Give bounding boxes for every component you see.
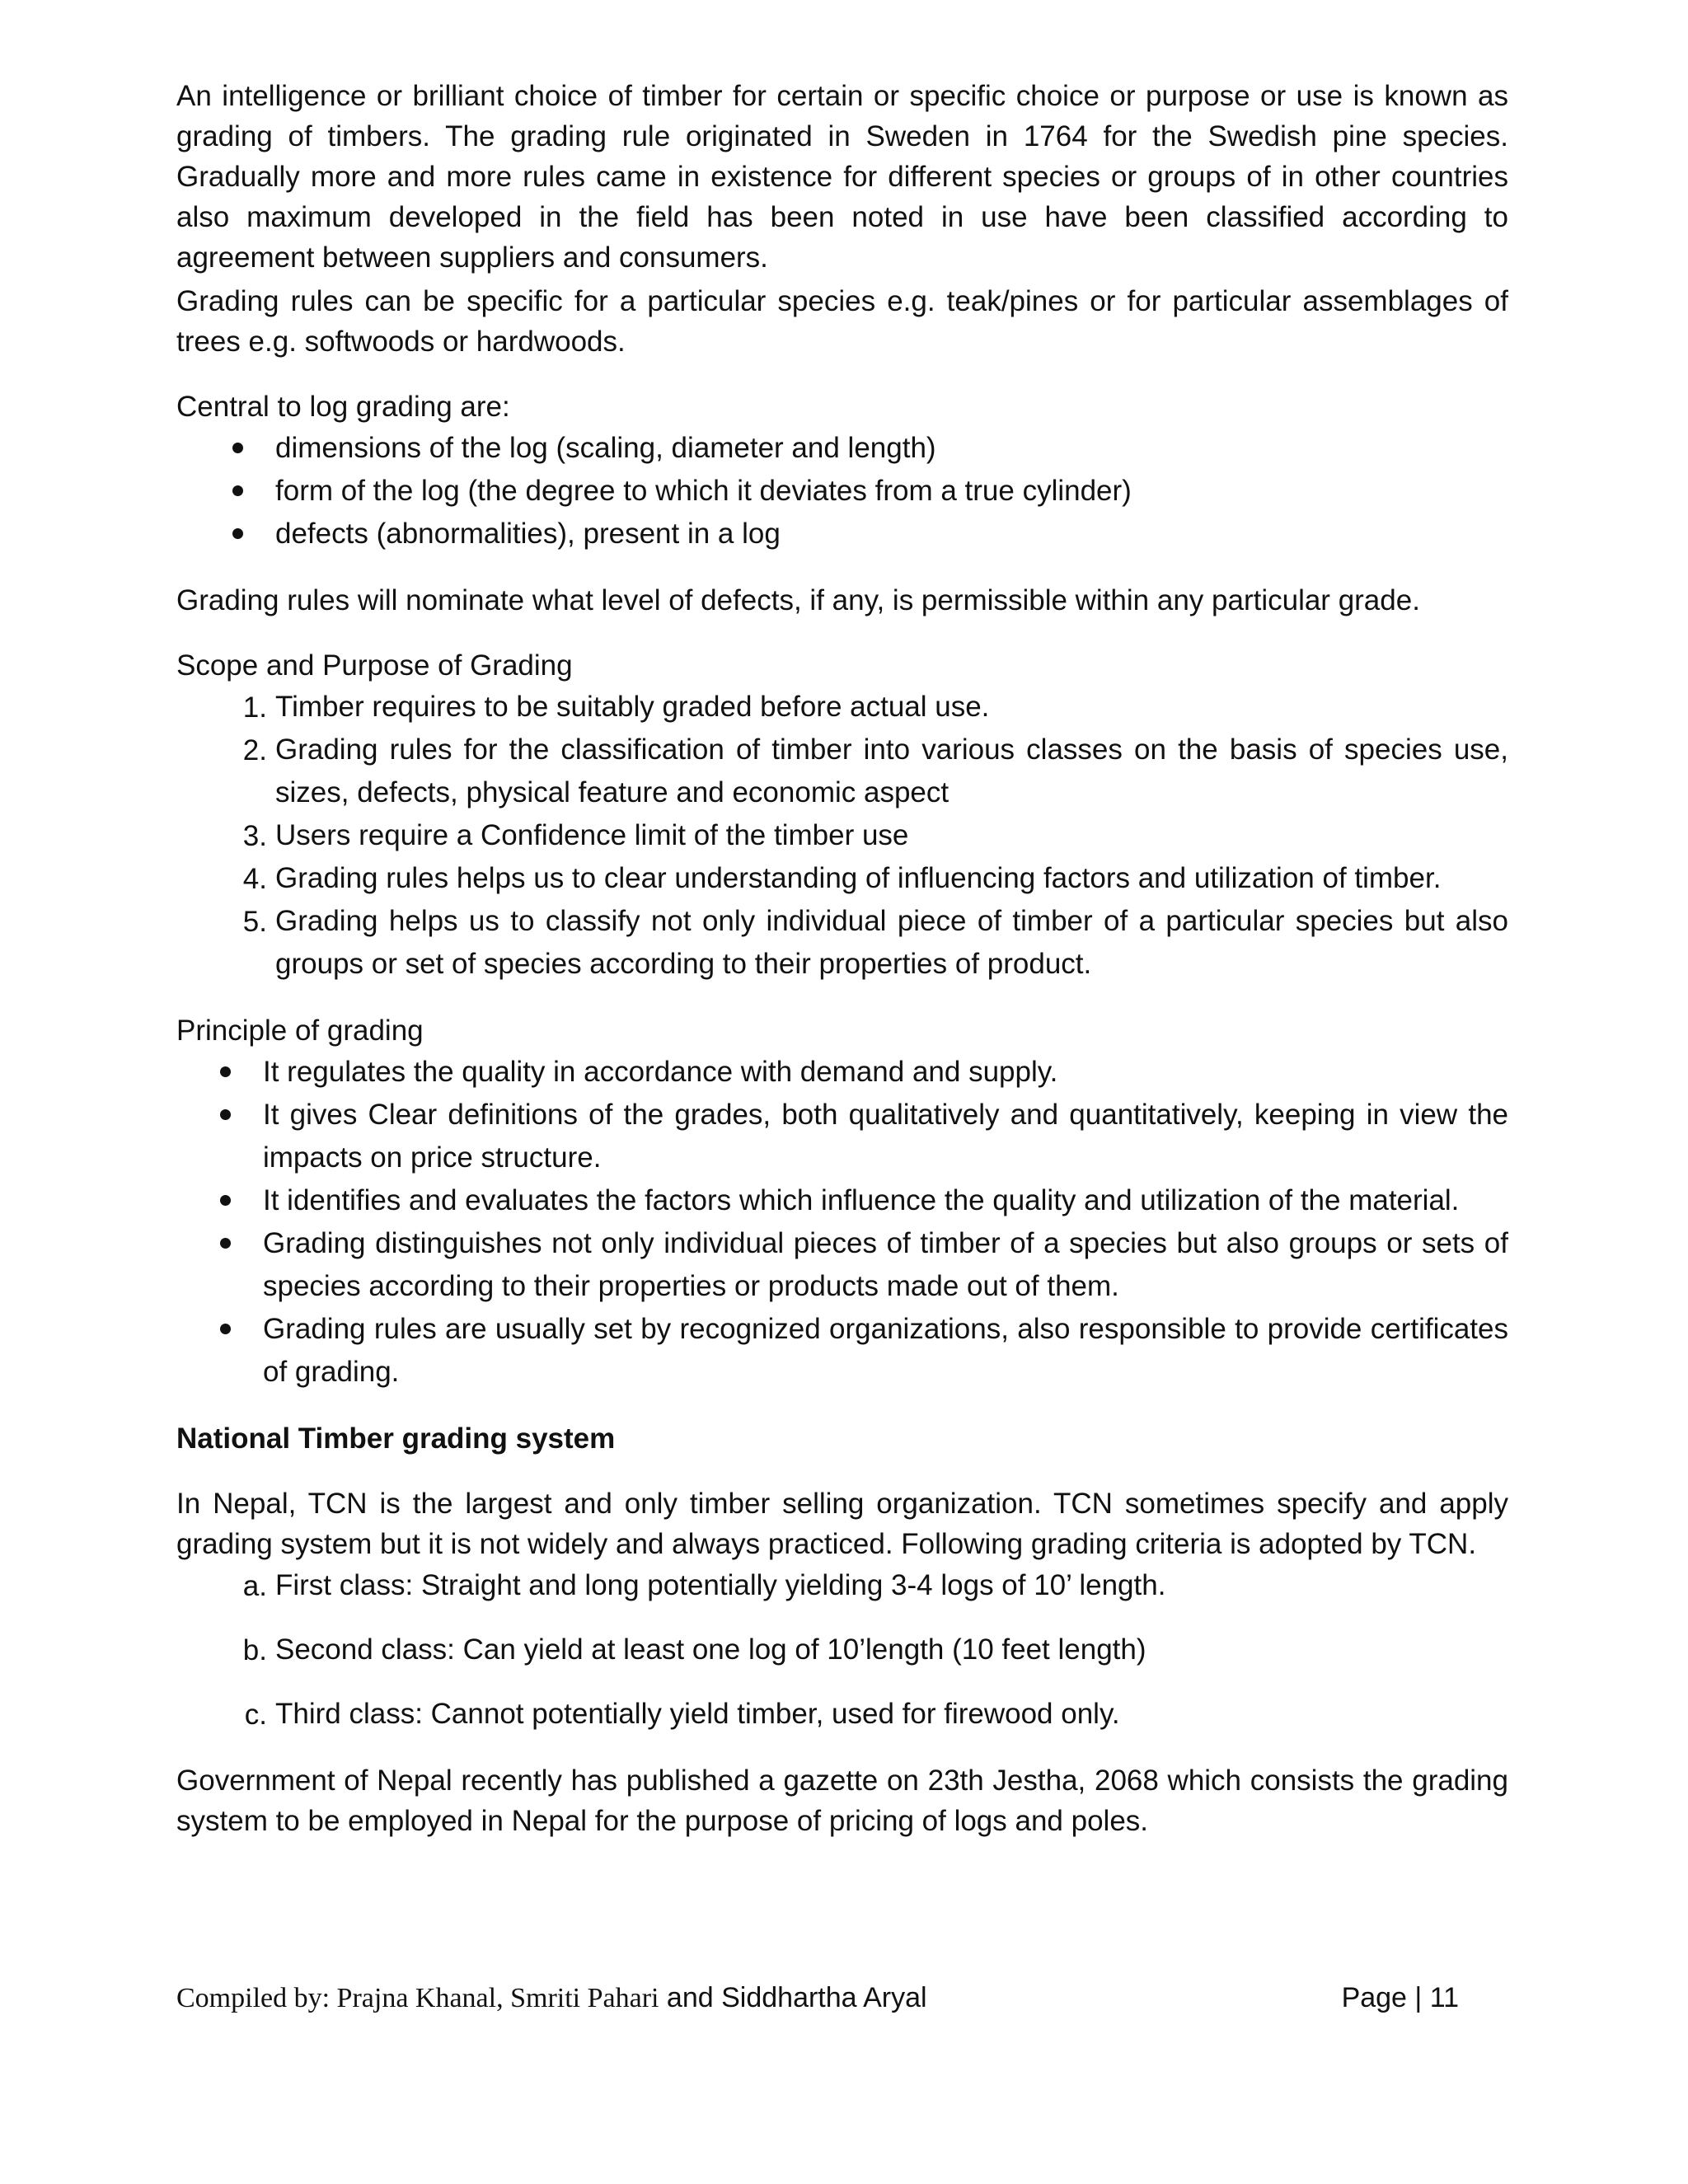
compiled-by: Compiled by: Prajna Khanal, Smriti Pahari and Siddhartha Aryal [176,1982,927,2013]
national-paragraph: In Nepal, TCN is the largest and only timber selling organization. TCN sometimes specify and apply grading system but it is not widely and always practiced. Following grading criteria is adopted by TCN. [176,1488,1508,1560]
class-list [176,1564,1508,1736]
list-item: b. Second class: Can yield at least one log of 10’length (10 feet length) [176,1629,1508,1671]
list-item: It regulates the quality in accordance with demand and supply. [176,1051,1508,1094]
list-item: It gives Clear definitions of the grades, both qualitatively and quantitatively, keeping in view the impacts on price structure. [176,1094,1508,1179]
list-item: It identifies and evaluates the factors which influence the quality and utilization of the material. [176,1179,1508,1222]
scope-heading: Scope and Purpose of Grading [176,649,573,682]
list-item: c. Third class: Cannot potentially yield timber, used for firewood only. [176,1693,1508,1736]
list-item: 2. Grading rules for the classification of timber into various classes on the basis of species use, sizes, defects, physical feature and economic aspect [176,729,1508,814]
page-footer [176,1980,1459,2017]
intro-paragraph-2: Grading rules can be specific for a particular species e.g. teak/pines or for particular assemblages of trees e.g. softwoods or hardwoods. [176,285,1508,358]
bullet-icon [220,1066,231,1077]
scope-list [176,686,1508,986]
list-number: 5. [242,906,267,938]
list-item: 5. Grading helps us to classify not only individual piece of timber of a particular species but also groups or set of species according to their properties of product. [176,900,1508,986]
list-item: 3. Users require a Confidence limit of the timber use [176,814,1508,857]
page-number: Page | 11 [1341,1982,1459,2013]
list-number: 3. [242,820,267,852]
list-number: 2. [242,734,267,766]
log-grading-list [176,427,1508,555]
list-item: a. First class: Straight and long potentially yielding 3-4 logs of 10’ length. [176,1564,1508,1607]
principle-heading: Principle of grading [176,1015,424,1047]
list-item: 1. Timber requires to be suitably graded before actual use. [176,686,1508,729]
list-letter: b. [242,1634,267,1666]
document-page [176,76,1508,1841]
list-letter: a. [242,1570,267,1602]
log-grading-heading: Central to log grading are: [176,391,510,423]
principle-list [176,1051,1508,1394]
list-letter: c. [244,1699,267,1731]
bullet-icon [220,1238,231,1249]
bullet-icon [232,485,243,496]
list-item: Grading distinguishes not only individual pieces of timber of a species but also groups or sets of species according to their properties or products made out of them. [176,1222,1508,1308]
bullet-icon [232,443,243,453]
list-item: Grading rules are usually set by recognized organizations, also responsible to provide certificates of grading. [176,1308,1508,1394]
national-heading: National Timber grading system [176,1422,616,1455]
bullet-icon [220,1324,231,1334]
list-item: dimensions of the log (scaling, diameter and length) [176,427,1508,470]
list-number: 1. [242,691,267,724]
list-item: 4. Grading rules helps us to clear understanding of influencing factors and utilization of timber. [176,857,1508,900]
list-number: 4. [242,863,267,895]
bullet-icon [220,1195,231,1206]
bullet-icon [232,528,243,539]
defects-note: Grading rules will nominate what level of defects, if any, is permissible within any particular grade. [176,584,1420,616]
list-item: defects (abnormalities), present in a log [176,513,1508,555]
bullet-icon [220,1109,231,1120]
intro-paragraph: An intelligence or brilliant choice of timber for certain or specific choice or purpose or use is known as grading of timbers. The grading rule originated in Sweden in 1764 for the Swedish pine species. Gradually more and more rules came in existence for different species or groups of in other countries also maximum developed in the field has been noted in use have been classified according to agreement between suppliers and consumers. [176,80,1508,274]
list-item: form of the log (the degree to which it deviates from a true cylinder) [176,470,1508,513]
gazette-paragraph: Government of Nepal recently has published a gazette on 23th Jestha, 2068 which consists the grading system to be employed in Nepal for the purpose of pricing of logs and poles. [176,1765,1508,1837]
